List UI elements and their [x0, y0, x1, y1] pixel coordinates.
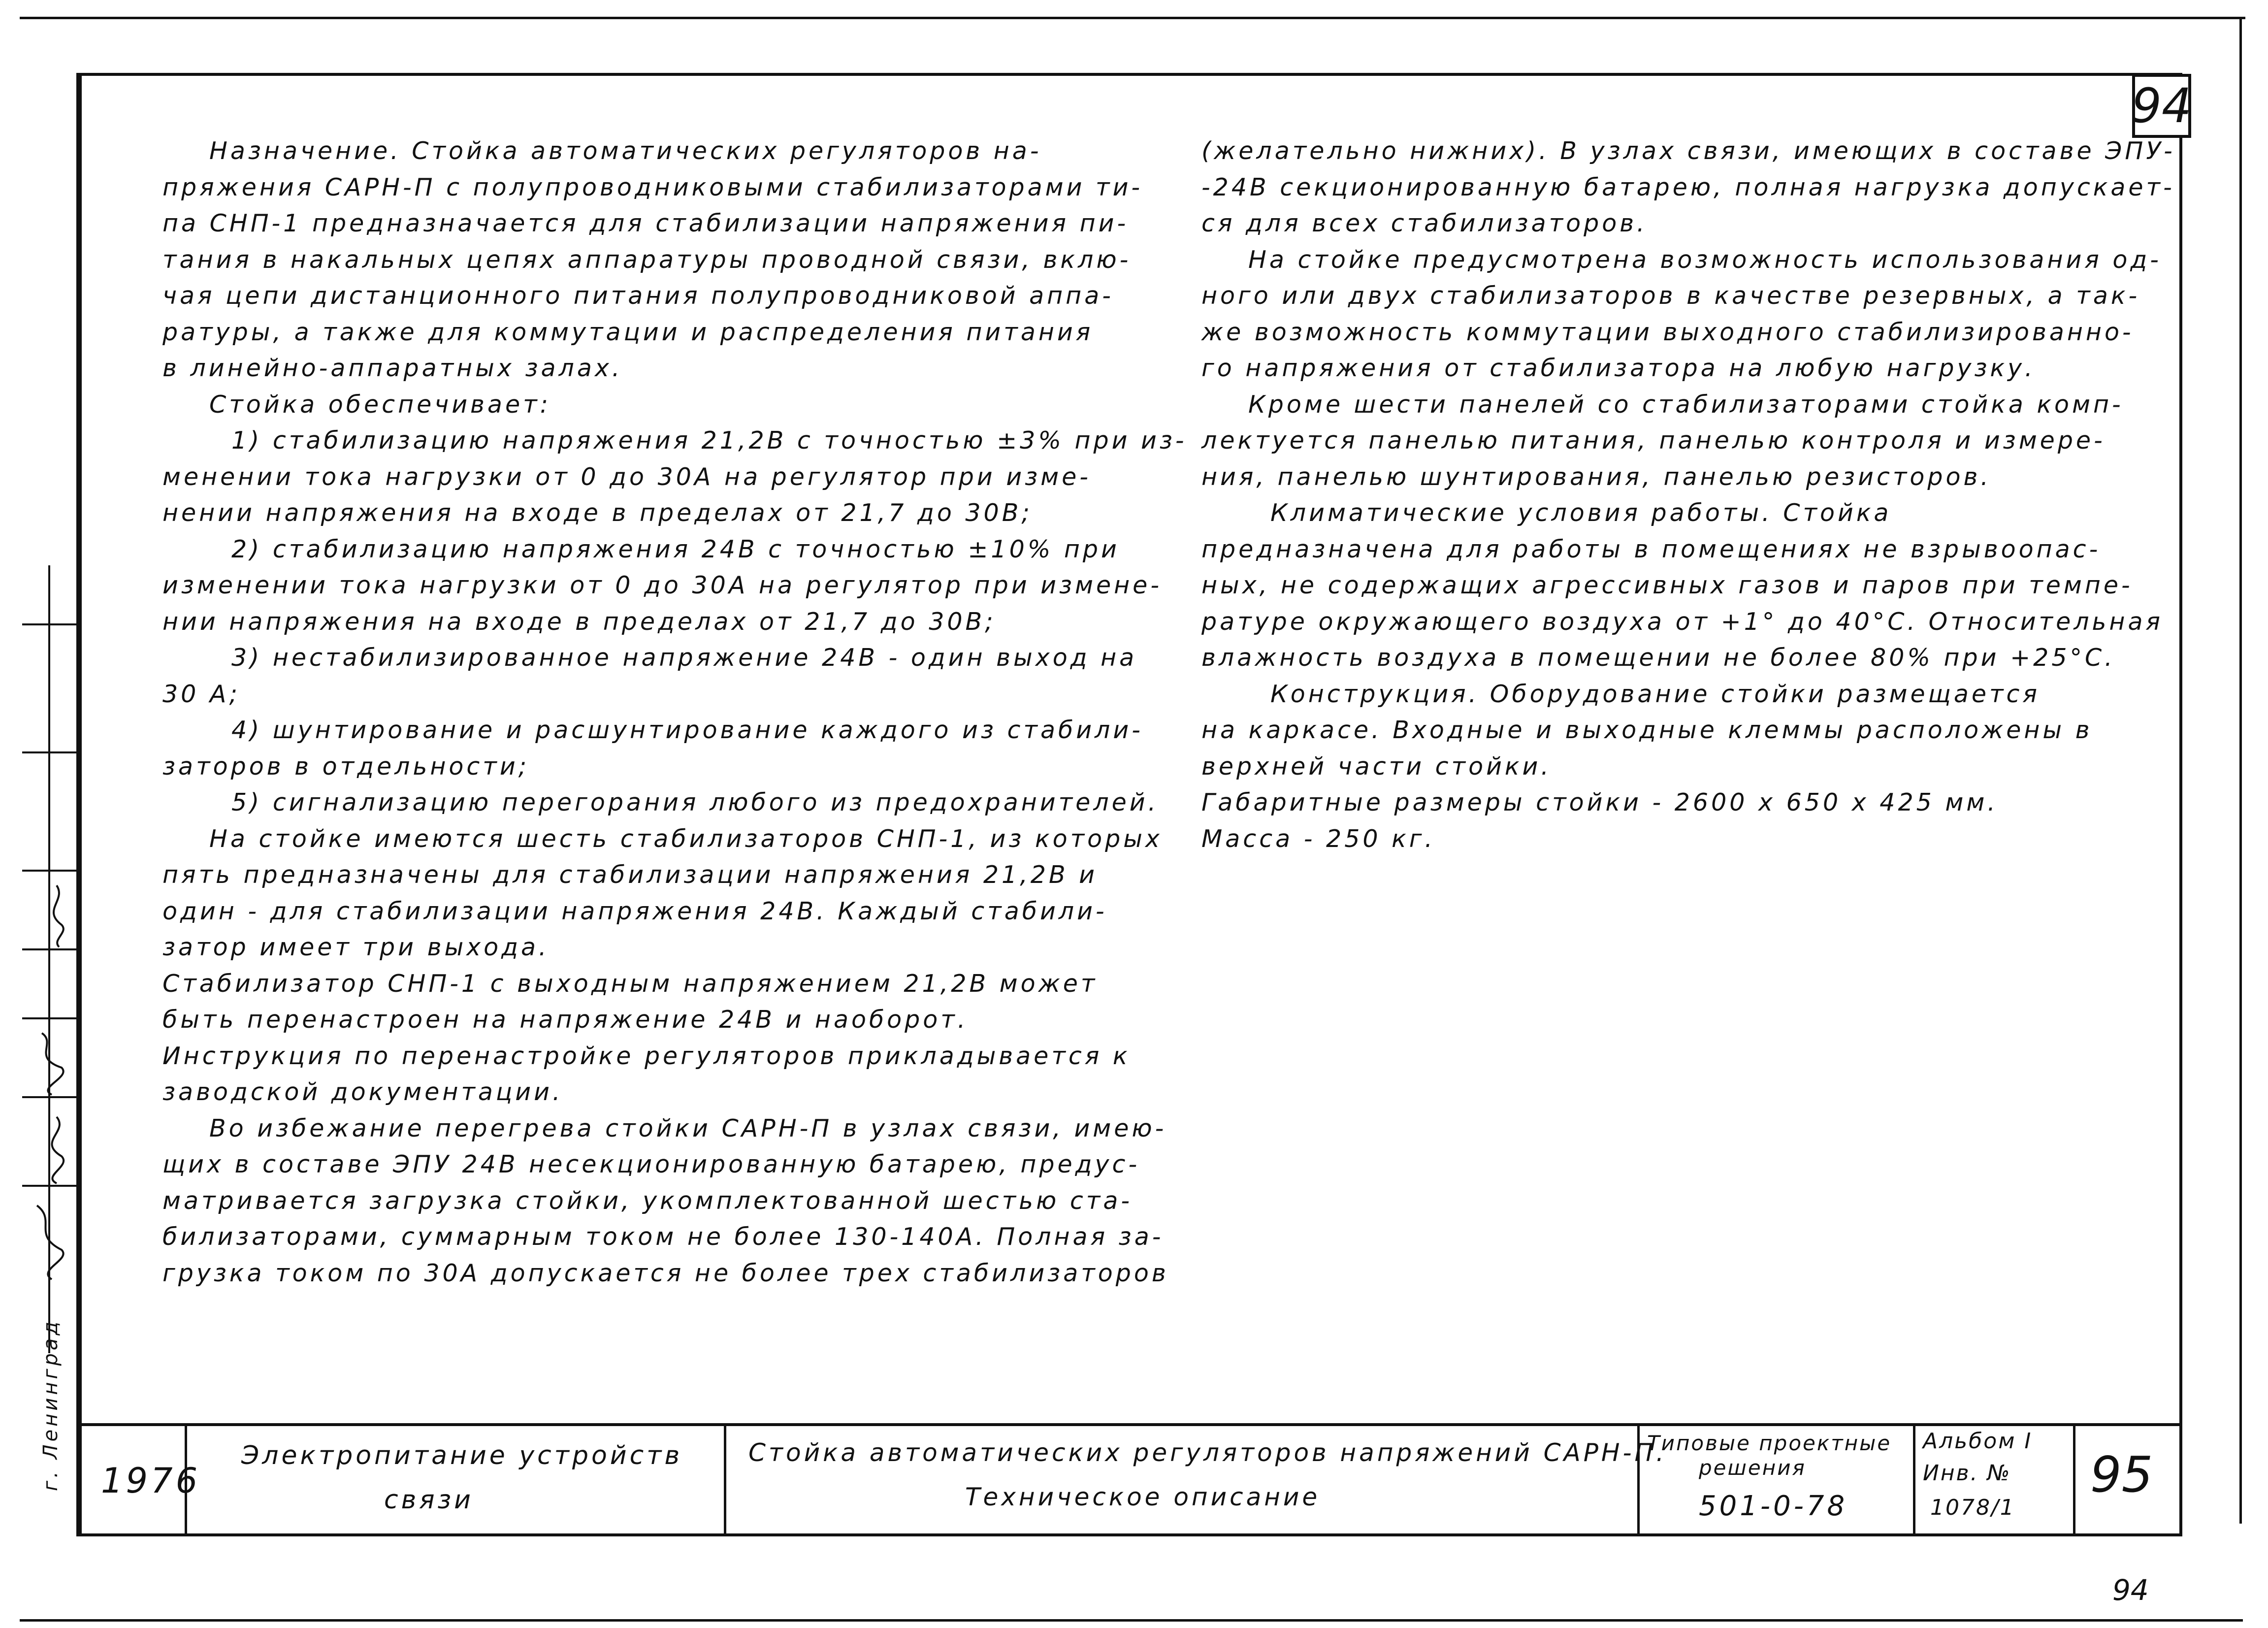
text-line: грузка током по 30А допускается не более трех стабилизаторов — [162, 1259, 1169, 1287]
text-line: -24В секционированную батарею, полная нагрузка допускает- — [1201, 173, 2175, 201]
text-line: 5) сигнализацию перегорания любого из предохранителей. — [231, 788, 1159, 816]
album-label: Альбом I — [1923, 1429, 2033, 1454]
text-line: заводской документации. — [162, 1078, 563, 1106]
text-line: Конструкция. Оборудование стойки размещается — [1270, 680, 2040, 708]
inventory-number: 1078/1 — [1930, 1495, 2015, 1520]
text-line: Стабилизатор СНП-1 с выходным напряжением 21,2В может — [162, 969, 1098, 998]
text-line: па СНП-1 предназначается для стабилизации напряжения пи- — [162, 209, 1129, 237]
text-line: Масса - 250 кг. — [1201, 824, 1436, 853]
section-title-line2: связи — [384, 1485, 474, 1515]
text-line: ратуре окружающего воздуха от +1° до 40°С. Относительная — [1201, 607, 2163, 636]
signature-marks — [22, 565, 76, 1402]
text-line: изменении тока нагрузки от 0 до 30А на регулятор при измене- — [162, 571, 1162, 599]
text-line: на каркасе. Входные и выходные клеммы расположены в — [1201, 716, 2093, 744]
text-line: пряжения САРН-П с полупроводниковыми стабилизаторами ти- — [162, 173, 1143, 201]
text-line: 3) нестабилизированное напряжение 24В - один выход на — [231, 644, 1137, 672]
text-line: верхней части стойки. — [1201, 752, 1552, 781]
text-line: один - для стабилизации напряжения 24В. Каждый стабили- — [162, 897, 1107, 925]
text-line: На стойке имеются шесть стабилизаторов СНП-1, из которых — [209, 824, 1163, 853]
text-line: Инструкция по перенастройке регуляторов прикладывается к — [162, 1042, 1131, 1070]
sheet-bottom-edge — [20, 1619, 2243, 1622]
text-line: ного или двух стабилизаторов в качестве резервных, а так- — [1201, 282, 2140, 310]
page-number: 94 — [2112, 1573, 2149, 1607]
text-line: билизаторами, суммарным током не более 130-140А. Полная за- — [162, 1223, 1164, 1251]
text-line: Климатические условия работы. Стойка — [1270, 499, 1892, 527]
text-line: 30 А; — [162, 680, 240, 708]
city-label: г. Ленинград — [39, 1318, 62, 1491]
text-line: (желательно нижних). В узлах связи, имеющих в составе ЭПУ- — [1201, 137, 2175, 165]
text-line: Назначение. Стойка автоматических регуляторов на- — [209, 137, 1042, 165]
title-block-divider — [1913, 1426, 1915, 1536]
text-line: предназначена для работы в помещениях не взрывоопас- — [1201, 535, 2101, 563]
text-line: 4) шунтирование и расшунтирование каждого из стабили- — [231, 716, 1143, 744]
text-line: влажность воздуха в помещении не более 80% при +25°С. — [1201, 644, 2115, 672]
text-line: ния, панелью шунтирования, панелью резисторов. — [1201, 462, 1991, 491]
text-line: ратуры, а также для коммутации и распределения питания — [162, 318, 1094, 346]
text-line: быть перенастроен на напряжение 24В и наоборот. — [162, 1006, 969, 1034]
text-line: го напряжения от стабилизатора на любую нагрузку. — [1201, 354, 2036, 382]
series-line2: решения — [1699, 1456, 1806, 1480]
page-number-box: 95 — [2090, 1446, 2153, 1503]
text-line: заторов в отдельности; — [162, 752, 530, 781]
text-line: Кроме шести панелей со стабилизаторами стойка комп- — [1248, 390, 2124, 419]
text-line: в линейно-аппаратных залах. — [162, 354, 623, 382]
text-line: ных, не содержащих агрессивных газов и паров при темпе- — [1201, 571, 2133, 599]
text-line: Габаритные размеры стойки - 2600 х 650 х 425 мм. — [1201, 788, 1998, 816]
left-text-column — [162, 133, 1187, 1291]
text-line: 1) стабилизацию напряжения 21,2В с точностью ±3% при из- — [231, 426, 1187, 455]
text-line: менении тока нагрузки от 0 до 30А на регулятор при изме- — [162, 462, 1091, 491]
text-line: лектуется панелью питания, панелью контроля и измере- — [1201, 426, 2106, 455]
sheet-right-edge — [2239, 17, 2242, 1524]
document-title-line1: Стойка автоматических регуляторов напряжений САРН-П. — [748, 1438, 1667, 1467]
title-block — [79, 1423, 2182, 1536]
series-code: 501-0-78 — [1699, 1490, 1848, 1522]
title-block-divider — [2073, 1426, 2075, 1536]
sheet-number-box: 94 — [2132, 74, 2191, 138]
text-line: чая цепи дистанционного питания полупроводниковой аппа- — [162, 282, 1114, 310]
year: 1976 — [101, 1461, 201, 1501]
text-line: нии напряжения на входе в пределах от 21,7 до 30В; — [162, 607, 996, 636]
text-line: 2) стабилизацию напряжения 24В с точностью ±10% при — [231, 535, 1120, 563]
section-title-line1: Электропитание устройств — [241, 1441, 683, 1470]
left-signature-strip — [20, 73, 79, 1536]
text-line: ся для всех стабилизаторов. — [1201, 209, 1648, 237]
series-line1: Типовые проектные — [1647, 1431, 1892, 1455]
text-line: же возможность коммутации выходного стабилизированно- — [1201, 318, 2134, 346]
right-text-column — [1201, 133, 2175, 857]
text-line: нении напряжения на входе в пределах от 21,7 до 30В; — [162, 499, 1033, 527]
sheet-top-edge — [20, 17, 2245, 19]
text-line: щих в составе ЭПУ 24В несекционированную батарею, предус- — [162, 1150, 1140, 1178]
text-line: пять предназначены для стабилизации напряжения 21,2В и — [162, 861, 1098, 889]
text-line: матривается загрузка стойки, укомплектованной шестью ста- — [162, 1186, 1133, 1215]
text-line: На стойке предусмотрена возможность использования од- — [1248, 245, 2162, 274]
text-line: тания в накальных цепях аппаратуры проводной связи, вклю- — [162, 245, 1132, 274]
inventory-label: Инв. № — [1923, 1461, 2011, 1486]
text-line: затор имеет три выхода. — [162, 933, 550, 961]
document-title-line2: Техническое описание — [965, 1483, 1321, 1511]
text-line: Стойка обеспечивает: — [209, 390, 551, 419]
text-line: Во избежание перегрева стойки САРН-П в узлах связи, имею- — [209, 1114, 1167, 1142]
title-block-divider — [724, 1426, 726, 1536]
